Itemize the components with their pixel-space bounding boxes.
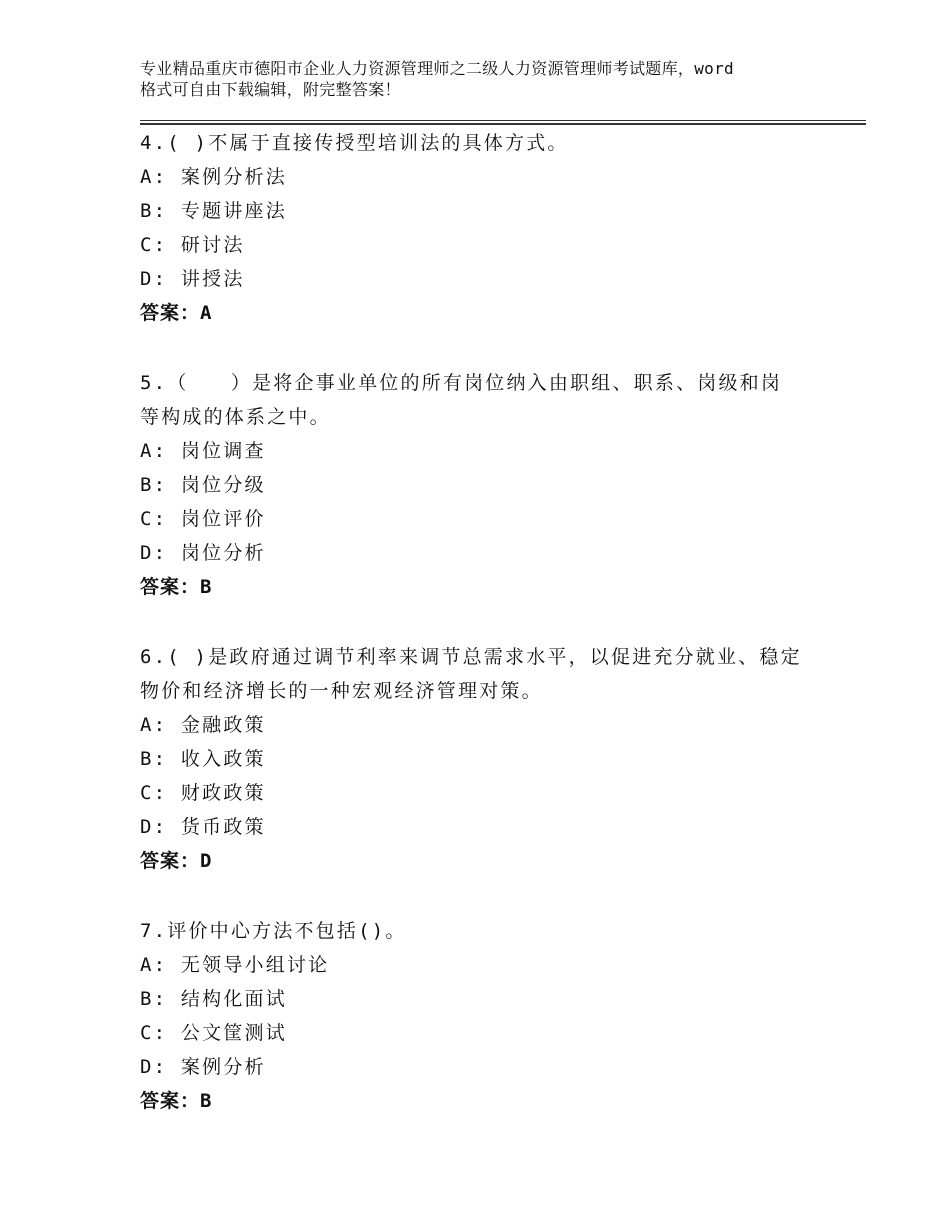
question-4 bbox=[140, 126, 840, 330]
option-a: A: 无领导小组讨论 bbox=[140, 954, 330, 976]
question-line: 7.评价中心方法不包括()。 bbox=[140, 920, 407, 942]
question-text bbox=[140, 366, 840, 434]
question-list bbox=[140, 126, 840, 1154]
option-d: D: 岗位分析 bbox=[140, 542, 266, 564]
question-line: 4.( )不属于直接传授型培训法的具体方式。 bbox=[140, 132, 569, 154]
header-line-1: 专业精品重庆市德阳市企业人力资源管理师之二级人力资源管理师考试题库，word bbox=[140, 59, 734, 78]
question-line: 5.（ ）是将企事业单位的所有岗位纳入由职组、职系、岗级和岗 bbox=[140, 372, 783, 394]
option-b: B: 结构化面试 bbox=[140, 988, 287, 1010]
option-d: D: 案例分析 bbox=[140, 1056, 266, 1078]
document-header bbox=[140, 58, 830, 100]
header-rule-thin bbox=[140, 120, 866, 121]
answer: 答案：B bbox=[140, 1090, 213, 1112]
question-5 bbox=[140, 366, 840, 604]
question-7 bbox=[140, 914, 840, 1118]
answer: 答案：D bbox=[140, 850, 213, 872]
option-a: A: 岗位调查 bbox=[140, 440, 266, 462]
answer: 答案：B bbox=[140, 576, 213, 598]
question-text bbox=[140, 126, 840, 160]
option-b: B: 岗位分级 bbox=[140, 474, 266, 496]
option-b: B: 专题讲座法 bbox=[140, 200, 287, 222]
question-text bbox=[140, 640, 840, 708]
option-d: D: 货币政策 bbox=[140, 816, 266, 838]
option-a: A: 案例分析法 bbox=[140, 166, 287, 188]
answer: 答案：A bbox=[140, 302, 213, 324]
header-line-2: 格式可自由下载编辑，附完整答案！ bbox=[140, 80, 401, 99]
option-b: B: 收入政策 bbox=[140, 748, 266, 770]
question-6 bbox=[140, 640, 840, 878]
option-d: D: 讲授法 bbox=[140, 268, 245, 290]
question-line: 物价和经济增长的一种宏观经济管理对策。 bbox=[140, 680, 543, 702]
option-c: C: 岗位评价 bbox=[140, 508, 266, 530]
option-c: C: 研讨法 bbox=[140, 234, 245, 256]
question-line: 6.( )是政府通过调节利率来调节总需求水平，以促进充分就业、稳定 bbox=[140, 646, 802, 668]
option-a: A: 金融政策 bbox=[140, 714, 266, 736]
question-line: 等构成的体系之中。 bbox=[140, 406, 331, 428]
option-c: C: 公文筐测试 bbox=[140, 1022, 287, 1044]
option-c: C: 财政政策 bbox=[140, 782, 266, 804]
header-rule-thick bbox=[140, 123, 866, 125]
question-text bbox=[140, 914, 840, 948]
